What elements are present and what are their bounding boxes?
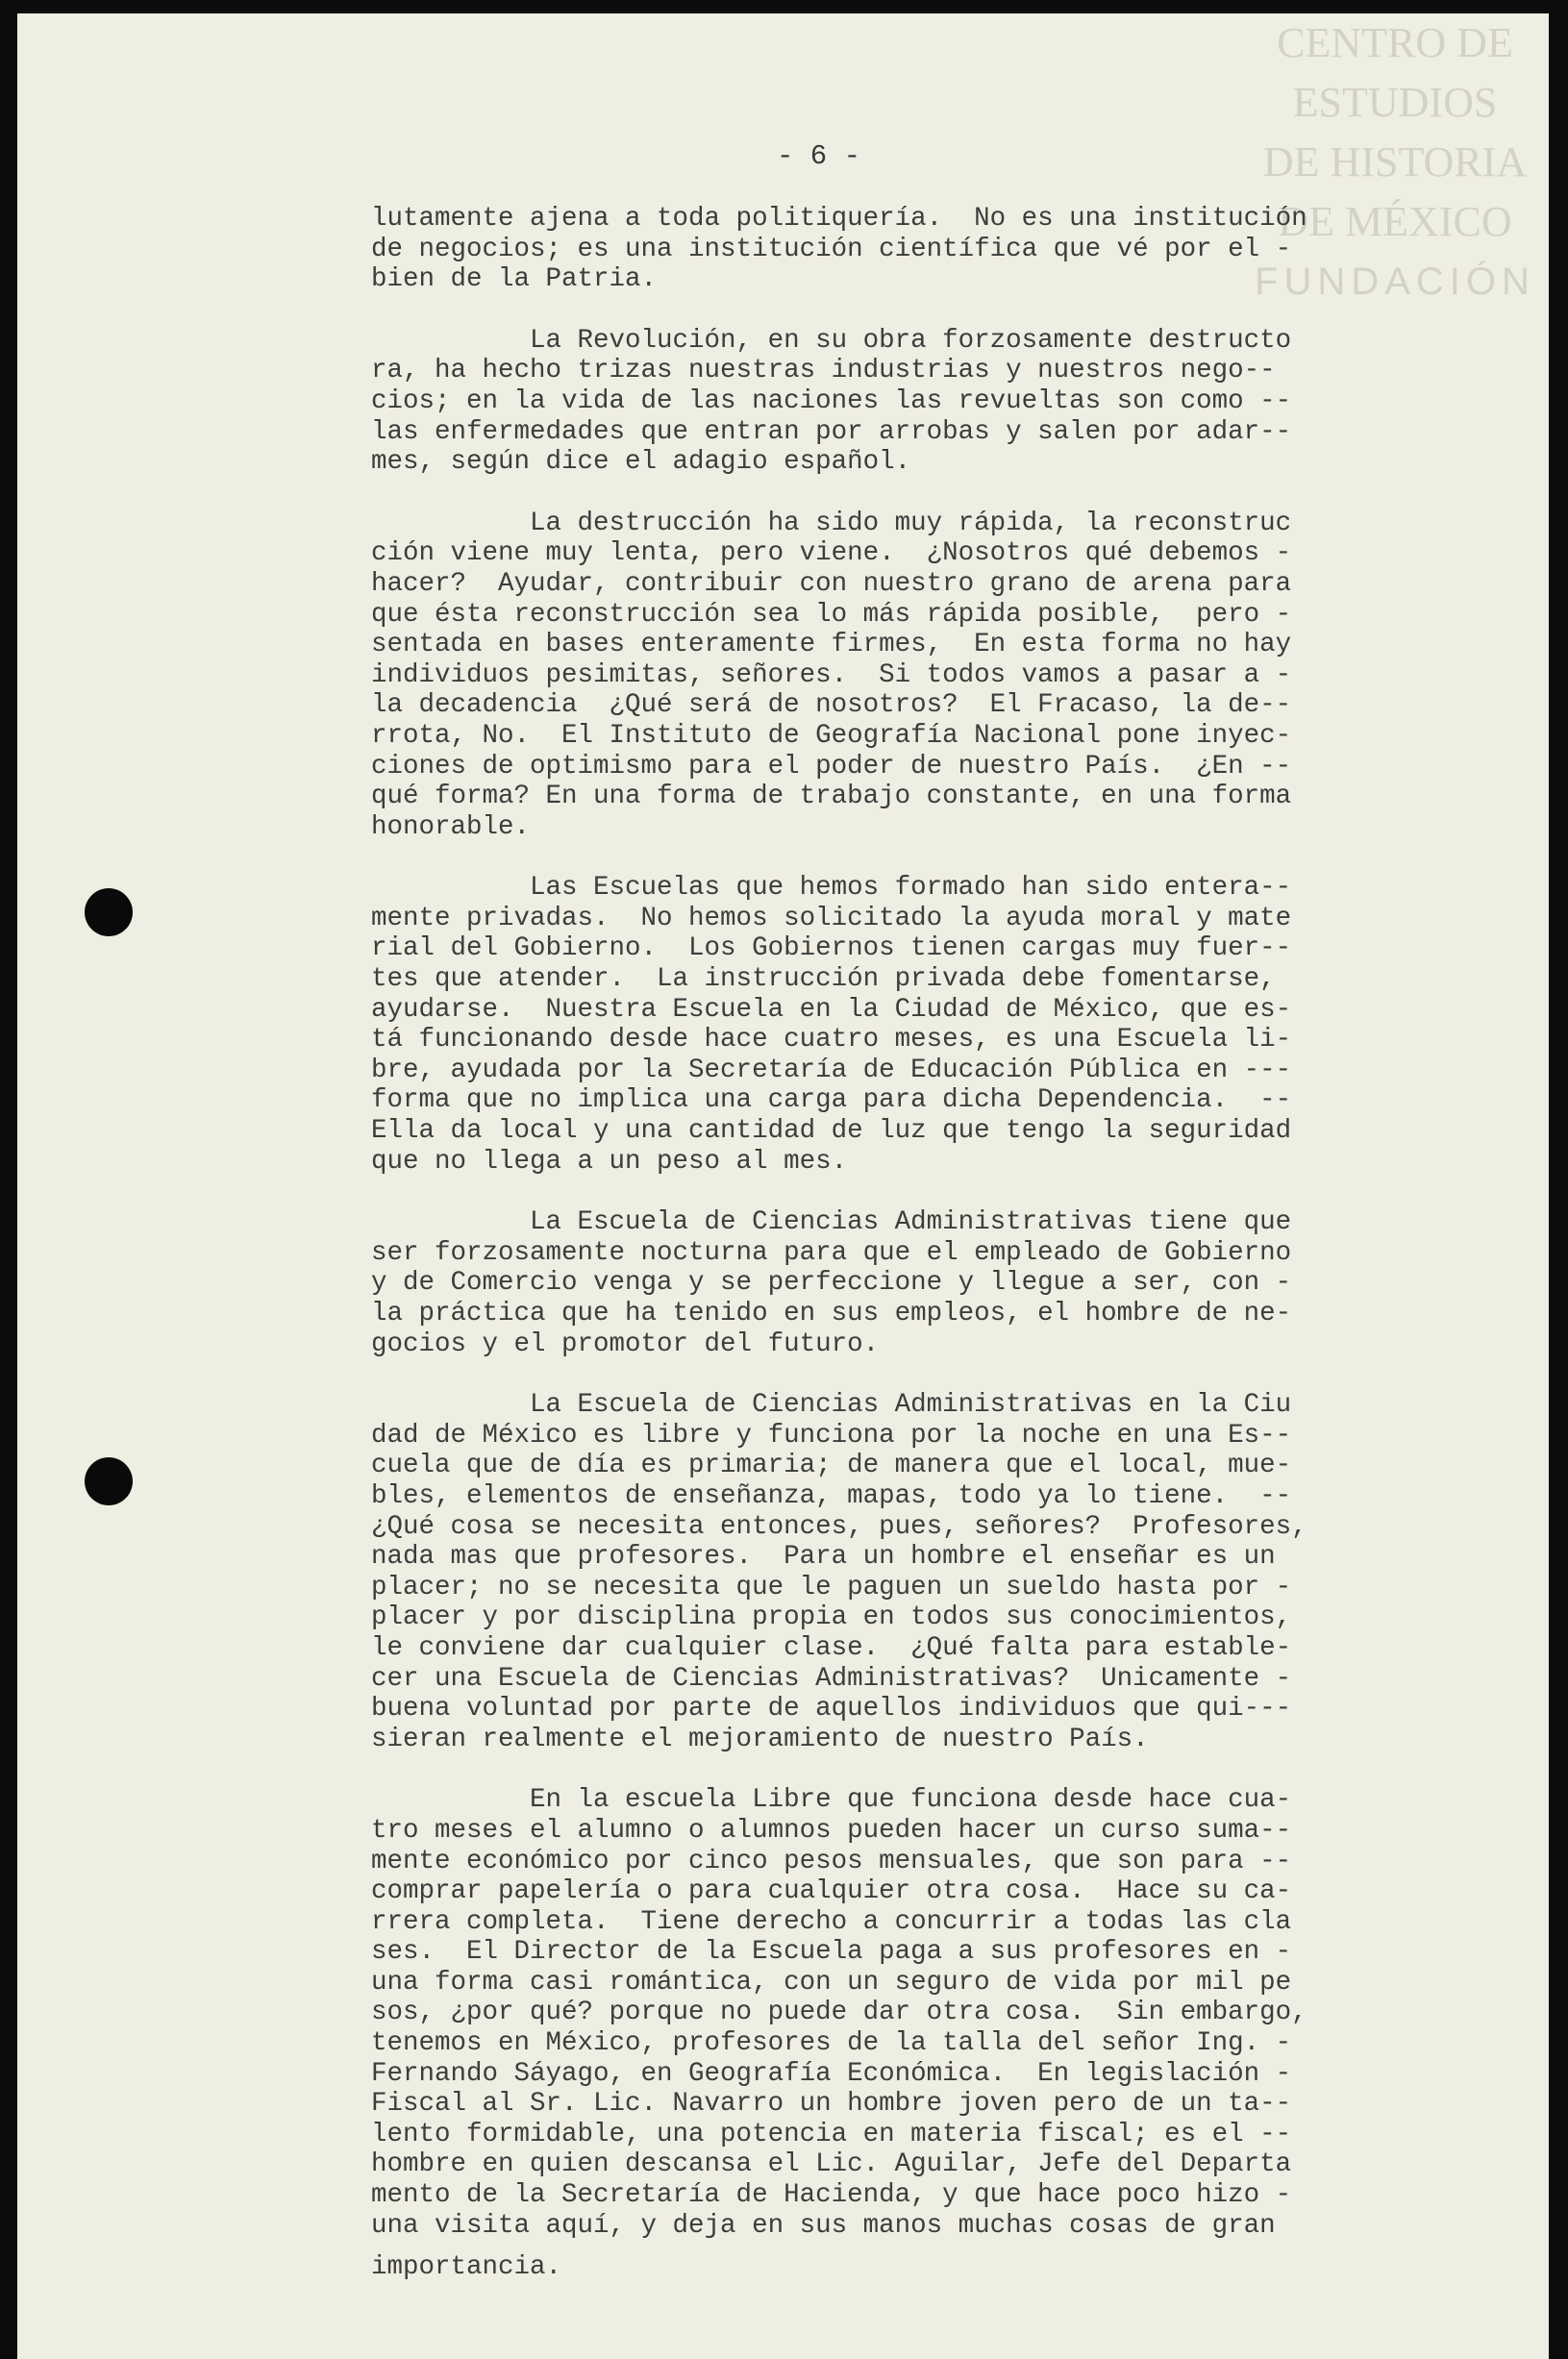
punch-hole: [85, 1457, 133, 1505]
document-page: [17, 13, 1549, 2359]
watermark-line: DE MÉXICO: [1278, 198, 1512, 245]
paragraph: Las Escuelas que hemos formado han sido entera-- mente privadas. No hemos solicitado la ayuda moral y mate rial del Gobierno. Los Gobiernos tienen cargas muy fuer-- tes que atender. La instrucción privada debe fomentarse, ayudarse. Nuestra Escuela en la Ciudad de México, que es- tá funcionando desde hace cuatro meses, es una Escuela li- bre, ayudada por la Secretaría de Educación Pública en --- forma que no implica una carga para dicha Dependencia. -- Ella da local y una cantidad de luz que tengo la seguridad que no llega a un peso al mes.: [371, 873, 1292, 1177]
paragraph: La destrucción ha sido muy rápida, la reconstruc ción viene muy lenta, pero viene. ¿Nosotros qué debemos - hacer? Ayudar, contribuir con nuestro grano de arena para que ésta reconstrucción sea lo más rápida posible, pero - sentada en bases enteramente firmes, En esta forma no hay individuos pesimitas, señores. Si todos vamos a pasar a - la decadencia ¿Qué será de nosotros? El Fracaso, la de-- rrota, No. El Instituto de Geografía Nacional pone inyec- ciones de optimismo para el poder de nuestro País. ¿En -- qué forma? En una forma de trabajo constante, en una forma honorable.: [371, 508, 1292, 842]
paragraph: La Escuela de Ciencias Administrativas tiene que ser forzosamente nocturna para que el empleado de Gobierno y de Comercio venga y se perfeccione y llegue a ser, con - la práctica que ha tenido en sus empleos, el hombre de ne- gocios y el promotor del futuro.: [371, 1207, 1292, 1359]
paragraph: La Revolución, en su obra forzosamente destructo ra, ha hecho trizas nuestras industrias y nuestros nego-- cios; en la vida de las naciones las revueltas son como -- las enfermedades que entran por arrobas y salen por adar-- mes, según dice el adagio español.: [371, 325, 1292, 478]
paragraph: lutamente ajena a toda politiquería. No es una institución de negocios; es una institución científica que vé por el - bien de la Patria.: [371, 204, 1307, 295]
watermark-line: ESTUDIOS: [1292, 79, 1498, 126]
punch-hole: [85, 888, 133, 936]
watermark-line: DE HISTORIA: [1262, 138, 1528, 186]
paragraph: La Escuela de Ciencias Administrativas en la Ciu dad de México es libre y funciona por la noche en una Es-- cuela que de día es primaria; de manera que el local, mue- bles, elementos de enseñanza, mapas, todo ya lo tiene. -- ¿Qué cosa se necesita entonces, pues, señores? Profesores, nada mas que profesores. Para un hombre el enseñar es un placer; no se necesita que le paguen un sueldo hasta por - placer y por disciplina propia en todos sus conocimientos, le conviene dar cualquier clase. ¿Qué falta para estable- cer una Escuela de Ciencias Administrativas? Unicamente - buena voluntad por parte de aquellos individuos que qui--- sieran realmente el mejoramiento de nuestro País.: [371, 1390, 1307, 1754]
paragraph: importancia.: [371, 2252, 562, 2283]
body-text: [371, 204, 1467, 2314]
paragraph: En la escuela Libre que funciona desde hace cua- tro meses el alumno o alumnos pueden hacer un curso suma-- mente económico por cinco pesos mensuales, que son para -- comprar papelería o para cualquier otra cosa. Hace su ca- rrera completa. Tiene derecho a concurrir a todas las cla ses. El Director de la Escuela paga a sus profesores en - una forma casi romántica, con un seguro de vida por mil pe sos, ¿por qué? porque no puede dar otra cosa. Sin embargo, tenemos en México, profesores de la talla del señor Ing. - Fernando Sáyago, en Geografía Económica. En legislación - Fiscal al Sr. Lic. Navarro un hombre joven pero de un ta-- lento formidable, una potencia en materia fiscal; es el -- hombre en quien descansa el Lic. Aguilar, Jefe del Departa mento de la Secretaría de Hacienda, y que hace poco hizo - una visita aquí, y deja en sus manos muchas cosas de gran: [371, 1785, 1307, 2241]
watermark-line: CENTRO DE: [1277, 19, 1513, 66]
page-number: - 6 -: [777, 140, 861, 172]
watermark-line: FUNDACIÓN: [1255, 261, 1535, 303]
